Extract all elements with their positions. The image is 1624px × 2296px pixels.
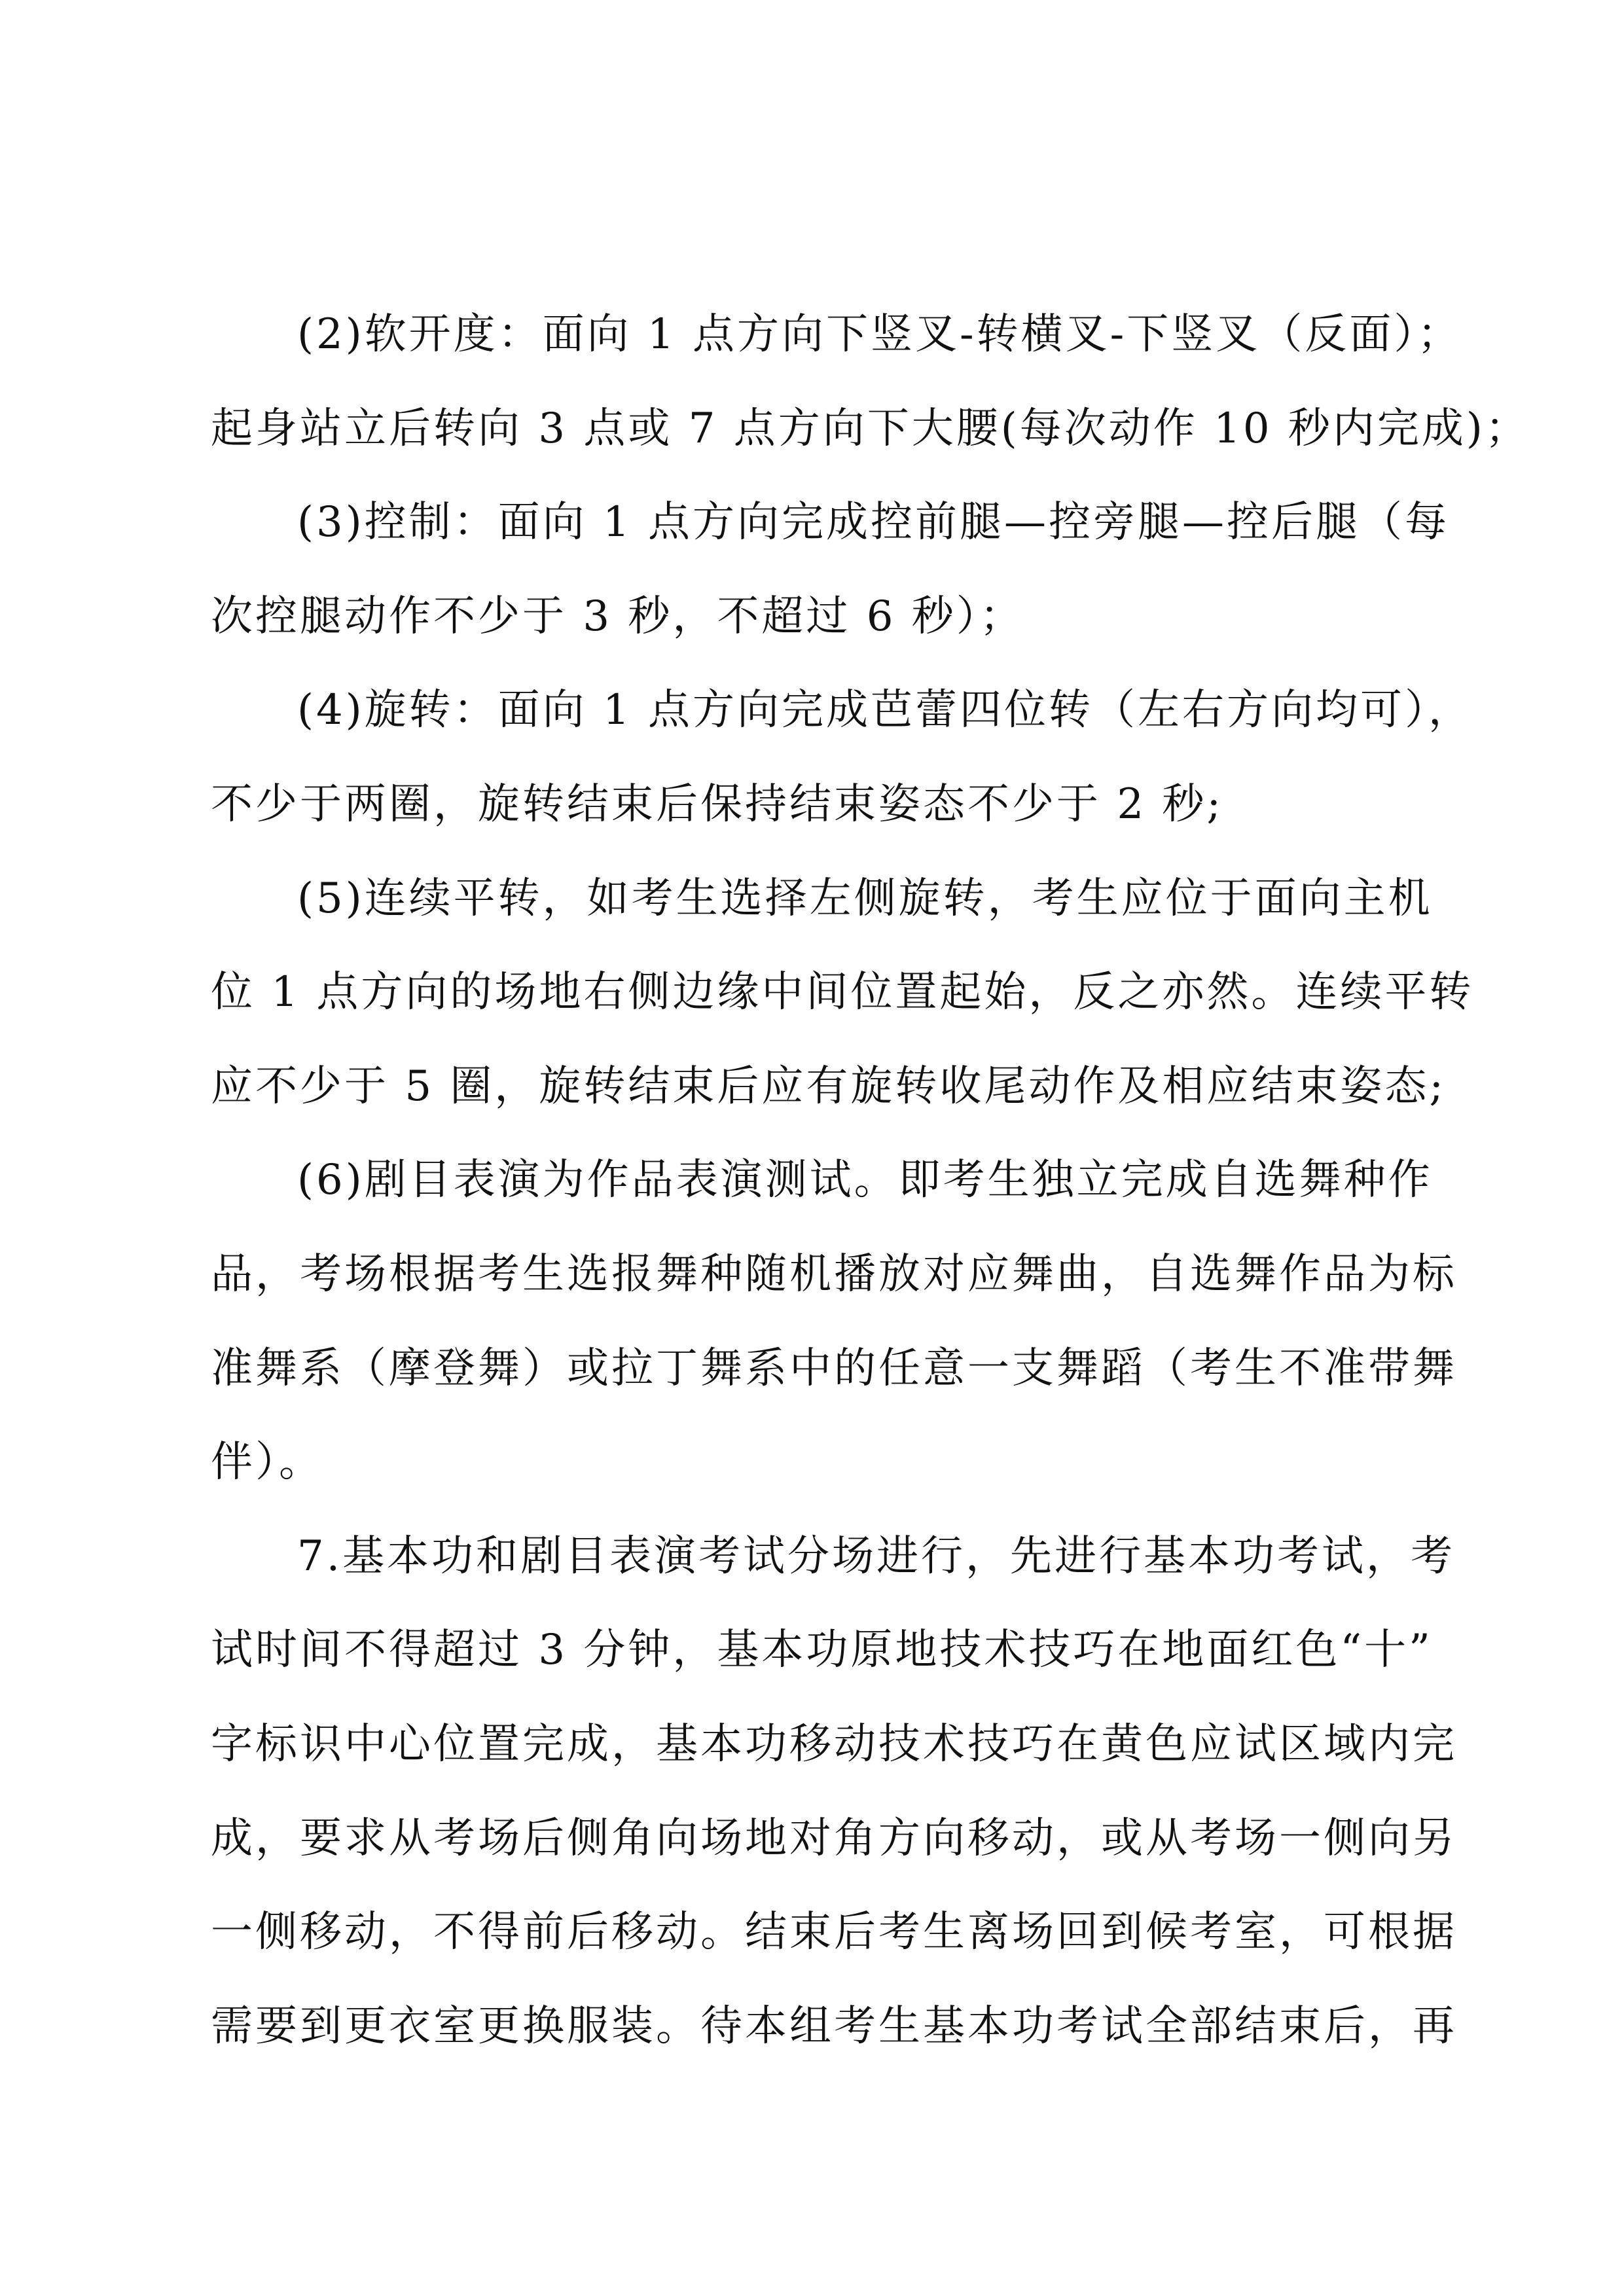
paragraph-line: 7.基本功和剧目表演考试分场进行，先进行基本功考试，考 bbox=[297, 1532, 1456, 1581]
paragraph-line: 试时间不得超过 3 分钟，基本功原地技术技巧在地面红色“十” bbox=[211, 1626, 1433, 1675]
paragraph-line: 起身站立后转向 3 点或 7 点方向下大腰(每次动作 10 秒内完成)； bbox=[211, 404, 1530, 453]
paragraph-line: 需要到更衣室更换服装。待本组考生基本功考试全部结束后，再 bbox=[211, 2001, 1457, 2051]
paragraph-line: (4)旋转：面向 1 点方向完成芭蕾四位转（左右方向均可）， bbox=[297, 686, 1473, 735]
paragraph-line: 准舞系（摩登舞）或拉丁舞系中的任意一支舞蹈（考生不准带舞 bbox=[211, 1344, 1457, 1393]
paragraph-line: 字标识中心位置完成，基本功移动技术技巧在黄色应试区域内完 bbox=[211, 1719, 1457, 1768]
paragraph-line: (2)软开度：面向 1 点方向下竖叉-转横叉-下竖叉（反面）； bbox=[297, 310, 1462, 359]
paragraph-line: 一侧移动，不得前后移动。结束后考生离场回到候考室，可根据 bbox=[211, 1908, 1457, 1957]
paragraph-line: 不少于两圈，旋转结束后保持结束姿态不少于 2 秒; bbox=[211, 780, 1223, 829]
body-text bbox=[211, 288, 1530, 2073]
paragraph-line: 应不少于 5 圈，旋转结束后应有旋转收尾动作及相应结束姿态; bbox=[211, 1062, 1446, 1111]
paragraph-line: 次控腿动作不少于 3 秒，不超过 6 秒）； bbox=[211, 592, 1024, 641]
paragraph-line: 位 1 点方向的场地右侧边缘中间位置起始，反之亦然。连续平转 bbox=[211, 968, 1474, 1017]
paragraph-line: 品，考场根据考生选报舞种随机播放对应舞曲，自选舞作品为标 bbox=[211, 1249, 1457, 1299]
paragraph-line: (6)剧目表演为作品表演测试。即考生独立完成自选舞种作 bbox=[297, 1156, 1433, 1205]
paragraph-line: (5)连续平转，如考生选择左侧旋转，考生应位于面向主机 bbox=[297, 874, 1433, 923]
paragraph-line: 伴）。 bbox=[211, 1438, 323, 1487]
paragraph-line: 成，要求从考场后侧角向场地对角方向移动，或从考场一侧向另 bbox=[211, 1814, 1457, 1863]
paragraph-line: (3)控制：面向 1 点方向完成控前腿—控旁腿—控后腿（每 bbox=[297, 498, 1450, 547]
